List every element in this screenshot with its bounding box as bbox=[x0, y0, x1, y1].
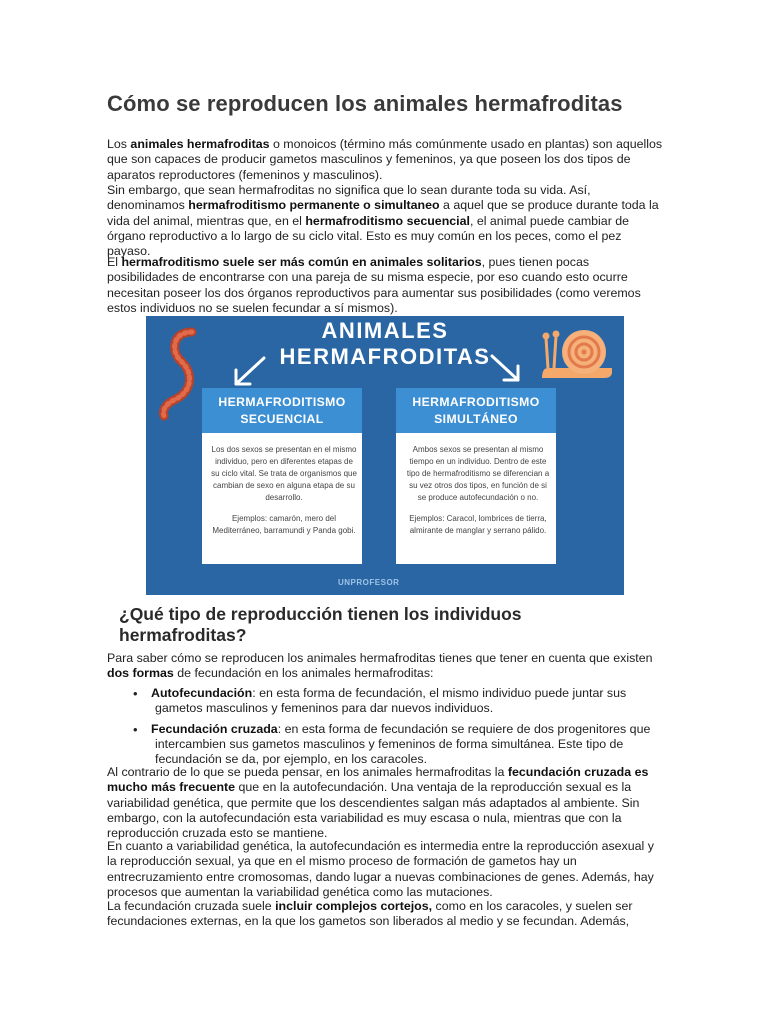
intro-paragraph-3: El hermafroditismo suele ser más común en animales solitarios, pues tienen pocas posibilidades de encontrarse con una pareja de su misma especie, por eso cuando esto ocurre necesitan poseer los dos órganos reproductivos para aumentar sus posibilidades (como veremos estos individuos no se suelen fecundar a sí mismos). bbox=[107, 255, 641, 315]
card-heading-line-1: HERMAFRODITISMO bbox=[412, 395, 540, 409]
list-item-term: Fecundación cruzada bbox=[151, 721, 278, 736]
bold-term: fecundación cruzada es mucho más frecuente bbox=[107, 765, 649, 795]
snail-icon bbox=[538, 320, 618, 390]
bold-term: dos formas bbox=[107, 666, 174, 681]
list-item bbox=[107, 722, 663, 768]
card-simultaneous-body bbox=[404, 444, 552, 546]
card-sequential-body bbox=[210, 444, 358, 546]
section-paragraph-2: En cuanto a variabilidad genética, la autofecundación es intermedia entre la reproducción asexual y la reproducción sexual, ya que en el mismo proceso de formación de gametos hay un entrecruzamiento entre cromosomas, dando lugar a nuevas combinaciones de genes. Además, hay procesos que aumentan la variabilidad genética como las mutaciones. bbox=[107, 839, 654, 899]
card-text: Ambos sexos se presentan al mismo tiempo en un individuo. Dentro de este tipo de hermafroditismo se diferencian a su vez otros dos tipos, en función de si se produce autofecundación o no. bbox=[406, 445, 550, 502]
intro-paragraph-2: Sin embargo, que sean hermafroditas no significa que lo sean durante toda su vida. Así, denominamos hermafroditismo permanente o simultaneo a aquel que se produce durante toda la vida del animal, mientras que, en el hermafroditismo secuencial, el animal puede cambiar de órgano reproductivo a lo largo de su ciclo vital. Esto es muy común en los peces, como el pez payaso. bbox=[107, 183, 659, 259]
fecundation-list bbox=[107, 686, 663, 767]
card-sequential-heading bbox=[202, 388, 362, 433]
card-heading-line-2: SECUENCIAL bbox=[240, 412, 324, 426]
bold-term: hermafroditismo suele ser más común en animales solitarios bbox=[121, 255, 482, 269]
bold-term: hermafroditismo permanente o simultaneo bbox=[188, 198, 440, 213]
card-examples: Ejemplos: Caracol, lombrices de tierra, almirante de manglar y serrano pálido. bbox=[409, 514, 547, 535]
card-heading-line-1: HERMAFRODITISMO bbox=[218, 395, 346, 409]
arrow-right-icon bbox=[486, 352, 526, 392]
section-paragraph-3: La fecundación cruzada suele incluir complejos cortejos, como en los caracoles, y suelen ser fecundaciones externas, en la que los gametos son liberados al medio y se fecundan. Además, bbox=[107, 899, 633, 929]
list-item-text: : en esta forma de fecundación, el mismo individuo puede juntar sus bbox=[252, 686, 627, 700]
list-item bbox=[107, 686, 663, 717]
card-simultaneous bbox=[396, 388, 556, 564]
infographic-title-line-2: HERMAFRODITAS bbox=[279, 344, 491, 369]
infographic-title-line-1: ANIMALES bbox=[321, 318, 449, 343]
section-intro-paragraph: Para saber cómo se reproducen los animales hermafroditas tienes que tener en cuenta que existen dos formas de fecundación en los animales hermafroditas: bbox=[107, 651, 653, 681]
card-sequential bbox=[202, 388, 362, 564]
infographic bbox=[146, 316, 624, 595]
page-title: Cómo se reproducen los animales hermafroditas bbox=[107, 91, 623, 116]
card-simultaneous-heading bbox=[396, 388, 556, 433]
intro-paragraph-1: Los animales hermafroditas o monoicos (término más comúnmente usado en plantas) son aquellos que son capaces de producir gametos masculinos y femeninos, ya que poseen los dos tipos de aparatos reproductores (femeninos y masculinos). bbox=[107, 137, 663, 182]
card-heading-line-2: SIMULTÁNEO bbox=[434, 412, 518, 426]
list-item-term: Autofecundación bbox=[151, 686, 253, 700]
bold-term: hermafroditismo secuencial bbox=[305, 213, 470, 228]
bold-term: incluir complejos cortejos, bbox=[275, 899, 433, 913]
card-text: Los dos sexos se presentan en el mismo individuo, pero en diferentes etapas de su ciclo vital. Se trata de organismos que cambian de sexo en alguna etapa de su desarrollo. bbox=[211, 445, 357, 502]
list-item-text-continued: gametos masculinos y femeninos para dar nuevos individuos. bbox=[155, 701, 494, 716]
section-paragraph-1: Al contrario de lo que se pueda pensar, en los animales hermafroditas la fecundación cruzada es mucho más frecuente que en la autofecundación. Una ventaja de la reproducción sexual es la variabilidad genética, que permite que los descendientes salgan más adaptados al ambiente. Sin embargo, con la autofecundación esta variabilidad es muy escasa o nula, mientras que con la reproducción cruzada esto se mantiene. bbox=[107, 765, 649, 841]
bold-term: animales hermafroditas bbox=[130, 137, 270, 151]
card-examples: Ejemplos: camarón, mero del Mediterráneo, barramundi y Panda gobi. bbox=[212, 514, 356, 535]
list-item-text-continued: intercambien sus gametos masculinos y femeninos de forma simultánea. Este tipo de fecundación se da, por ejemplo, en los caracoles. bbox=[155, 736, 624, 767]
section-heading: ¿Qué tipo de reproducción tienen los individuos hermafroditas? bbox=[119, 604, 522, 645]
brand-logo: UNPROFESOR bbox=[338, 578, 400, 587]
list-item-text: : en esta forma de fecundación se requiere de dos progenitores que bbox=[277, 721, 651, 736]
